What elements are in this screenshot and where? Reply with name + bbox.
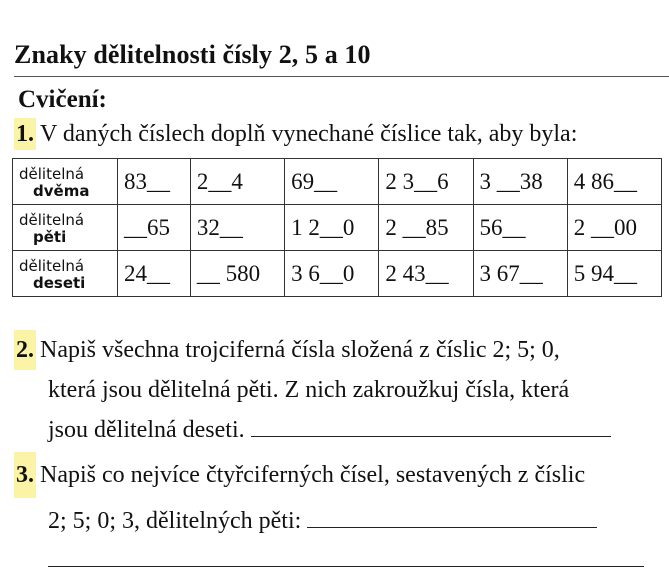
table-cell[interactable]: 3 __38: [473, 159, 567, 205]
table-cell[interactable]: 83__: [118, 159, 191, 205]
exercise-2: [14, 330, 611, 450]
exercise-2-line3-wrap: [14, 410, 611, 450]
table-cell[interactable]: 56__: [473, 205, 567, 251]
table-cell[interactable]: 2 __00: [567, 205, 661, 251]
table-cell[interactable]: 5 94__: [567, 251, 661, 297]
page-title: Znaky dělitelnosti čísly 2, 5 a 10: [14, 40, 371, 69]
table-cell[interactable]: 2 __85: [379, 205, 473, 251]
table-cell[interactable]: 2 43__: [379, 251, 473, 297]
title-underline: [14, 76, 669, 77]
answer-line[interactable]: [48, 566, 644, 567]
exercise-2-line1: Napiš všechna trojciferná čísla složená z číslic 2; 5; 0,: [40, 337, 560, 363]
table-row-five: [13, 205, 662, 251]
exercise-3-line1: Napiš co nejvíce čtyřciferných čísel, sestavených z číslic: [40, 462, 586, 488]
table-row-two: [13, 159, 662, 205]
table-cell[interactable]: 1 2__0: [285, 205, 379, 251]
table-cell[interactable]: 3 6__0: [285, 251, 379, 297]
exercise-1-text: V daných číslech doplň vynechané číslice tak, aby byla:: [40, 121, 578, 147]
row-header-line1: dělitelná: [19, 256, 85, 275]
row-header: [13, 251, 118, 297]
row-header-line2: deseti: [33, 273, 86, 292]
divisibility-table: [12, 158, 662, 297]
section-subtitle: Cvičení:: [18, 86, 107, 113]
row-header: [13, 159, 118, 205]
row-header-line2: pěti: [33, 227, 67, 246]
exercise-2-line2: která jsou dělitelná pěti. Z nich zakroužkuj čísla, která: [48, 377, 570, 403]
row-header-line2: dvěma: [33, 181, 90, 200]
exercise-2-line3: jsou dělitelná deseti.: [48, 417, 245, 443]
table-cell[interactable]: 3 67__: [473, 251, 567, 297]
row-header: [13, 205, 118, 251]
answer-blank[interactable]: [251, 416, 611, 437]
exercise-2-number: 2.: [14, 330, 36, 370]
table-cell[interactable]: 24__: [118, 251, 191, 297]
table-cell[interactable]: 2__4: [190, 159, 284, 205]
exercise-3: [14, 452, 597, 544]
table-cell[interactable]: 69__: [285, 159, 379, 205]
row-header-line1: dělitelná: [19, 164, 85, 183]
exercise-1-instruction: [14, 118, 577, 150]
exercise-1-number: 1.: [14, 118, 36, 150]
table-cell[interactable]: __65: [118, 205, 191, 251]
table-cell[interactable]: 32__: [190, 205, 284, 251]
table-cell[interactable]: 2 3__6: [379, 159, 473, 205]
table-cell[interactable]: 4 86__: [567, 159, 661, 205]
exercise-3-number: 3.: [14, 452, 36, 498]
exercise-3-line2: 2; 5; 0; 3, dělitelných pěti:: [48, 508, 302, 534]
table-row-ten: [13, 251, 662, 297]
exercise-3-line2-wrap: [14, 498, 597, 544]
answer-blank[interactable]: [307, 507, 597, 528]
table-cell[interactable]: __ 580: [190, 251, 284, 297]
row-header-line1: dělitelná: [19, 210, 85, 229]
